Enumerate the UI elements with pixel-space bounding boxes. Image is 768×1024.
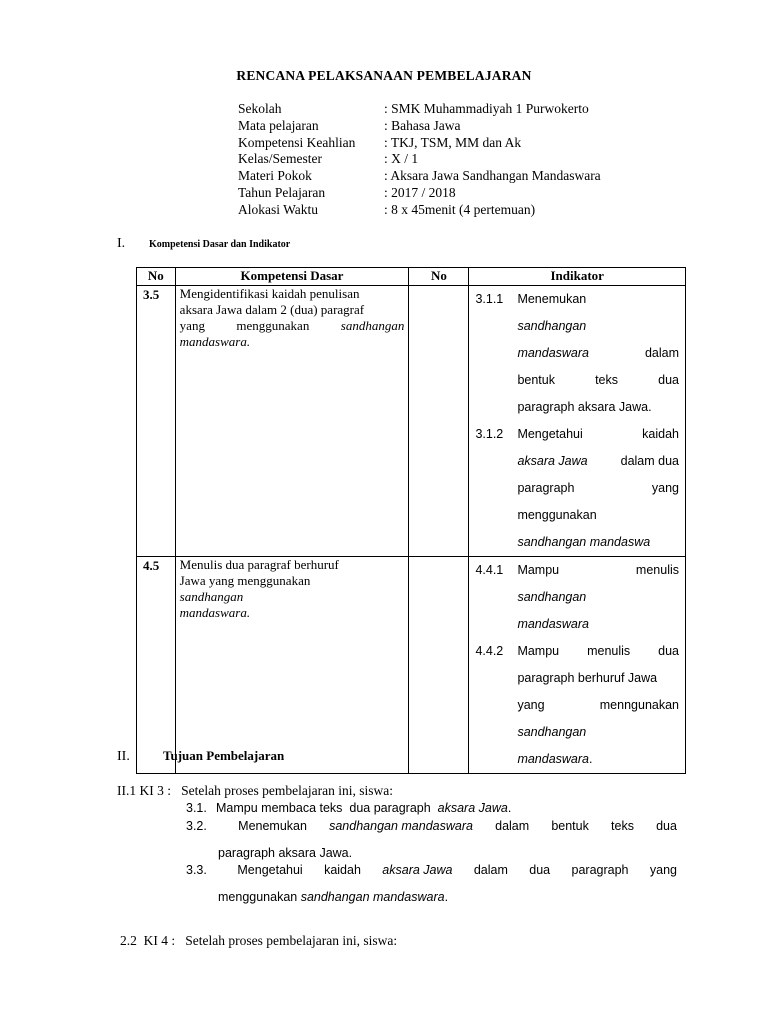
identity-label: Sekolah — [238, 101, 282, 116]
identity-value: : TKJ, TSM, MM dan Ak — [384, 134, 522, 150]
objective-word: sandhangan mandaswara — [329, 819, 473, 833]
indicator-item — [475, 421, 679, 556]
table-row — [137, 286, 686, 557]
kd-word: menggunakan — [236, 318, 310, 333]
objective-item — [186, 857, 677, 911]
objective-word: dua — [656, 819, 677, 833]
identity-value: : Bahasa Jawa — [384, 117, 461, 133]
indicator-item — [475, 557, 679, 638]
header-no: No — [137, 268, 176, 286]
section-numeral: I. — [117, 236, 126, 251]
objective-number: 3.2. — [186, 819, 207, 833]
objective-text: aksara Jawa — [437, 801, 508, 815]
indicator-word: paragraph berhuruf Jawa — [517, 671, 658, 685]
document-title: RENCANA PELAKSANAAN PEMBELAJARAN — [236, 68, 532, 83]
indicator-line — [517, 584, 679, 611]
indicator-line — [517, 692, 679, 719]
indicator-number: 4.4.2 — [475, 644, 504, 658]
indicator-cell — [469, 286, 686, 557]
indicator-word: menulis — [587, 644, 631, 658]
identity-label: Mata pelajaran — [238, 117, 319, 133]
identity-label: Alokasi Waktu — [238, 201, 319, 217]
indicator-word: paragraph — [517, 481, 575, 495]
kd-line: Menulis dua paragraf berhuruf — [179, 557, 339, 572]
section-title: Kompetensi Dasar dan Indikator — [149, 239, 291, 250]
indicator-line — [517, 367, 679, 394]
objective-word: dalam — [495, 819, 530, 833]
row-number: 3.5 — [137, 286, 176, 557]
indicator-line — [517, 394, 679, 421]
objective-line — [186, 884, 677, 911]
indicator-word: dalam dua — [617, 454, 679, 468]
objective-word: aksara Jawa — [382, 863, 453, 877]
indicator-word: paragraph aksara Jawa. — [517, 400, 652, 414]
header-no-2: No — [409, 268, 469, 286]
indicator-word: Mampu — [517, 644, 560, 658]
identity-label: Materi Pokok — [238, 168, 312, 184]
indicator-word: Mampu — [517, 563, 560, 577]
section-title: Tujuan Pembelajaran — [163, 748, 285, 763]
indicator-line — [517, 665, 679, 692]
kd-line — [180, 318, 405, 334]
kd-line: mandaswara. — [179, 605, 251, 620]
objective-line — [186, 857, 677, 884]
objective-text: . — [507, 801, 512, 815]
identity-row-time — [238, 202, 601, 219]
indicator-text — [517, 557, 679, 638]
indicator-word: . — [589, 752, 593, 766]
objective-word: Menemukan — [238, 819, 307, 833]
indicator-line — [517, 286, 679, 313]
identity-row-school — [238, 101, 601, 118]
indicator-number: 4.4.1 — [475, 563, 504, 577]
indicator-word: sandhangan — [517, 590, 587, 604]
kd-line: mandaswara. — [179, 334, 251, 349]
identity-value: : 2017 / 2018 — [384, 184, 456, 200]
objective-word: yang — [649, 863, 677, 877]
indicator-item — [475, 286, 679, 421]
identity-label: Kompetensi Keahlian — [238, 134, 356, 150]
indicator-line — [517, 529, 679, 556]
kd-line: aksara Jawa dalam 2 (dua) paragraf — [179, 302, 365, 317]
indicator-word: aksara Jawa — [517, 454, 588, 468]
header-competency: Kompetensi Dasar — [175, 268, 409, 286]
identity-block — [238, 101, 601, 219]
objective-number: 3.1. — [186, 801, 207, 815]
competency-table — [136, 267, 686, 774]
kd-word: yang — [179, 318, 205, 333]
indicator-item — [475, 638, 679, 773]
objective-text: sandhangan mandaswara — [300, 890, 445, 904]
competency-cell — [175, 286, 409, 557]
indicator-line — [517, 475, 679, 502]
indicator-line — [517, 746, 679, 773]
indicator-line — [517, 557, 679, 584]
objective-text: . — [444, 890, 449, 904]
identity-value: : SMK Muhammadiyah 1 Purwokerto — [384, 101, 589, 116]
indicator-text — [517, 638, 679, 773]
kd-line: sandhangan — [179, 589, 244, 604]
objective-word: dalam — [473, 863, 508, 877]
ki4-text: Setelah proses pembelajaran ini, siswa: — [185, 933, 398, 948]
identity-value: : Aksara Jawa Sandhangan Mandaswara — [384, 168, 601, 184]
kd-line: Jawa yang menggunakan — [179, 573, 311, 588]
indicator-word: sandhangan — [517, 319, 587, 333]
indicator-word: sandhangan mandaswa — [517, 535, 651, 549]
identity-label: Tahun Pelajaran — [238, 184, 326, 200]
identity-row-class — [238, 151, 601, 168]
identity-row-year — [238, 185, 601, 202]
indicator-text — [517, 286, 679, 421]
ki3-text: Setelah proses pembelajaran ini, siswa: — [181, 783, 393, 798]
indicator-number: 3.1.1 — [475, 292, 504, 306]
indicator-line — [517, 421, 679, 448]
indicator-line — [517, 638, 679, 665]
header-indicator: Indikator — [469, 268, 686, 286]
objective-text: paragraph aksara Jawa. — [218, 846, 353, 860]
indicator-number: 3.1.2 — [475, 427, 504, 441]
objective-word: dua — [529, 863, 551, 877]
indicator-line — [517, 448, 679, 475]
competency-cell — [175, 557, 409, 774]
ki4-label: 2.2 KI 4 : — [120, 933, 176, 948]
indicator-word: dua — [658, 373, 679, 387]
row-number: 4.5 — [137, 557, 176, 774]
ki3-label: II.1 KI 3 : — [117, 783, 171, 798]
empty-cell — [409, 286, 469, 557]
objective-line — [186, 813, 677, 840]
table-row — [137, 557, 686, 774]
objective-text: menggunakan — [218, 890, 301, 904]
identity-value: : X / 1 — [384, 151, 419, 167]
indicator-word: mandaswara — [517, 346, 590, 360]
kd-line: Mengidentifikasi kaidah penulisan — [179, 286, 360, 301]
indicator-word: dua — [658, 644, 679, 658]
identity-row-material — [238, 168, 601, 185]
indicator-word: dalam — [644, 346, 679, 360]
objective-text: Mampu membaca teks dua paragraph — [216, 801, 438, 815]
objective-word: kaidah — [324, 863, 361, 877]
indicator-word: yang — [651, 481, 679, 495]
indicator-word: kaidah — [642, 427, 679, 441]
indicator-word: mandaswara — [517, 617, 590, 631]
identity-value: : 8 x 45menit (4 pertemuan) — [384, 201, 536, 217]
indicator-text — [517, 421, 679, 556]
indicator-line — [517, 611, 679, 638]
indicator-word: bentuk — [517, 373, 555, 387]
indicator-cell — [469, 557, 686, 774]
objective-word: Mengetahui — [237, 863, 303, 877]
objective-word: paragraph — [571, 863, 629, 877]
indicator-word: mandaswara — [517, 752, 590, 766]
objective-number: 3.3. — [186, 863, 207, 877]
section-numeral: II. — [117, 749, 130, 764]
ki4-intro — [120, 933, 397, 949]
identity-row-competency — [238, 135, 601, 152]
kd-word: sandhangan — [340, 318, 405, 333]
objective-word: teks — [611, 819, 634, 833]
identity-label: Kelas/Semester — [238, 151, 322, 167]
indicator-word: sandhangan — [517, 725, 587, 739]
indicator-line — [517, 719, 679, 746]
indicator-word: Menemukan — [517, 292, 587, 306]
section-heading-2 — [117, 748, 284, 765]
indicator-word: menulis — [635, 563, 679, 577]
indicator-word: menngunakan — [599, 698, 679, 712]
indicator-word: Mengetahui — [517, 427, 583, 441]
indicator-line — [517, 313, 679, 340]
indicator-word: yang — [517, 698, 545, 712]
indicator-word: menggunakan — [517, 508, 597, 522]
identity-row-subject — [238, 118, 601, 135]
section-heading-1 — [117, 236, 290, 252]
objective-word: bentuk — [551, 819, 589, 833]
empty-cell — [409, 557, 469, 774]
indicator-line — [517, 340, 679, 367]
indicator-word: teks — [595, 373, 619, 387]
table-header-row — [137, 268, 686, 286]
indicator-line — [517, 502, 679, 529]
